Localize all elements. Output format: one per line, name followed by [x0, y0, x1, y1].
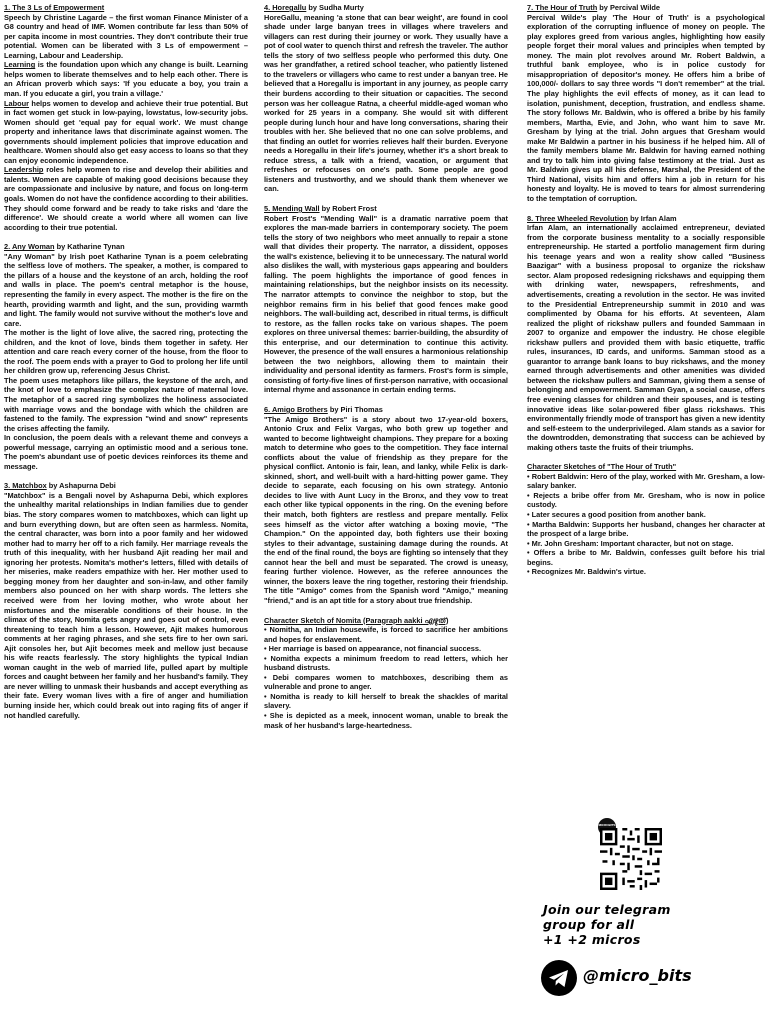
section-title: 6. Amigo Brothers by Piri Thomas [264, 404, 383, 414]
section-title: 4. Horegallu by Sudha Murty [264, 3, 364, 12]
telegram-handle[interactable]: @micro_bits [583, 966, 692, 985]
list-item: • Nomitha expects a minimum freedom to read letters, which her husband distrusts. [264, 654, 508, 673]
paragraph: The mother is the light of love alive, the sacred ring, protecting the children, and the knot of love, binds them together in safety. Her attention and care reach every corner of the house, from the floor to the roof. The poem ends with a prayer to God to prolong her life until her children grow up, referencing Jesus Christ. [4, 328, 248, 376]
section-title: 5. Mending Wall by Robert Frost [264, 203, 377, 213]
paragraph: In conclusion, the poem deals with a relevant theme and conveys a powerful message, carrying an optimistic mood and a serious tone. The poem's abundant use of poetic devices reinforces its theme and message. [4, 433, 248, 471]
section-3ls-empowerment [4, 3, 248, 232]
paragraph: HoreGallu, meaning 'a stone that can bear weight', are found in cool shade under large banyan trees in villages where travelers and villagers can rest during their journey or work. They usually have a pot of cool water to quench thirst and refresh the traveler. The author tells the story of two selfless people who performed this duty. One was her grandfather, a retired school teacher, who patiently listened to the travelers or villagers who came to rest under a banyan tree. He believed that a Horegallu is important in any journey, as people carry their burdens according to their situation or capacities. The second person was her colleague Ratna, a cheerful middle-aged woman who worked for 25 years in a company. She would sit with different people during lunch hour and have long conversations, sharing their troubles with her. She believed that no one can solve problems, and that finding an outlet for worries relieves half their burden. Everyone needs a Horegallu in their life's journey, whether it's a short break to reduce stress, a talk with a friend, vacation, or argument that refreshes or refocuses on one's path. Some people are good listeners and trustworthy, and we should thank them whenever we can. [264, 12, 508, 194]
paragraph: Irfan Alam, an internationally acclaimed entrepreneur, deviated from the corporate business mentality to a socially responsible entrepreneurship. He started a portfolio management firm during his teenage years and won a reality show called "Business Baazigar" with a business proposal to organize the rickshaw sector. Alam proposed redesigning rickshaws and equipping them with drinking water, newspapers, refreshments, and advertisements, creating a revolution in the sector. He was invited to the Presidential Entrepreneurship summit in 2010 and was complimented by Obama for his efforts. At seventeen, Alam realized the plight of rickshaw pullers and founded Sammaan in 2007 to organize and empower the industry. He chose elegible rickshaw pullers and provided them with basic etiquette, traffic rules, insurances, ID cards, and uniforms. Samman stood as a guarantor to arrange bank loans to buy rickshaws, and the money earned through advertisements and other amenities was divided between the rickshaw pullers and Samman, giving them a sense of belonging and empowerment. Samman Gyan, a social cause, offers free evening classes for children and their spouses, and is testing innovative ideas like solar-powered fiber glass rickshaws. This environmentally friendly mode of transport has given a new identity and self-esteem to the underprivileged. Alam stands as a savior for the downtrodden, demonstrating that success can be achieved by making others taste the fruits of their triumphs. [527, 223, 765, 452]
section-matchbox [4, 481, 248, 720]
list-item: • Later secures a good position from another bank. [527, 510, 765, 520]
list-item: • Offers a bribe to Mr. Baldwin, confesses guilt before his trial begins. [527, 548, 765, 567]
section-title: 8. Three Wheeled Revolution by Irfan Alam [527, 213, 677, 223]
paragraph: Labour helps women to develop and achieve their true potential. But in fact women get stuck in low-paying, lowstatus, low-security jobs. Women should get 'equal pay for equal work'. We must change property and inheritance laws that discriminate against women. The governments should implement policies that improve education and healthcare. Women should also get easy access to loans so that they can enjoy economic independence. [4, 98, 248, 165]
section-title: 2. Any Woman by Katharine Tynan [4, 242, 125, 252]
list-item: • She is depicted as a meek, innocent woman, unable to break the mask of her husband's large-heartedness. [264, 711, 508, 730]
list-item: • Rejects a bribe offer from Mr. Gresham, who is now in police custody. [527, 491, 765, 510]
list-item: • Nomitha, an Indian housewife, is forced to sacrifice her ambitions and hopes for enslavement. [264, 625, 508, 644]
paragraph: "The Amigo Brothers" is a story about two 17-year-old boxers, Antonio Crux and Felix Vargas, who both grew up together and wanted to become lightweight champions. They prepare for a boxing match to determine who goes to the competition. They face internal conflicts about the value of friendship as they prepare for the physical conflict. Antonio is fair, lean, and lanky, while Felix is dark-skinned, short, and well-built with a hard-hitting power game. They decide to separate, each focusing on his own strategy. Antonio decides to live with Aunt Lucy in the Bronx, and they vow to treat each other like typical opponents in the ring. On the evening before their match, both fighters are restless and prepare mentally. Felix sees himself as the victor after watching a boxing movie, "The Champion." On the appointed day, both fighters use their boxing styles to their advantage, sustaining damage during the rounds. At the end of the final round, the boys are fighting so intensely that they cannot hear the bell and must be separated. The crowd is uneasy, fearing further violence. However, as the referee announces the winner, the boxers leave the ring together, restoring their friendship. The title "Amigo" comes from the Spanish word "Amigo," meaning "friend," and is an apt title for a story about true friendship. [264, 414, 508, 605]
section-three-wheeled-revolution [527, 214, 765, 453]
section-title: Character Sketches of "The Hour of Truth" [527, 462, 677, 472]
list-item: • Mr. John Gresham: Important character, but not on stage. [527, 539, 765, 549]
microbits-logo: MICROBITS [598, 818, 616, 836]
section-title: 1. The 3 Ls of Empowerment [4, 3, 105, 12]
section-hour-of-truth-sketch [527, 462, 765, 577]
section-title: 3. Matchbox by Ashapurna Debi [4, 481, 116, 491]
column-1 [4, 3, 248, 720]
paragraph: Percival Wilde's play 'The Hour of Truth' is a psychological exploration of the corrupting influence of money on people. The play explores greed from various angles, highlighting how easily people forget their moral values and principles when tempted by money. The main plot revolves around Mr. Robert Baldwin, a truthful bank employee, who is in police custody for misappropriation of depositor's money. He offers him a bribe of 100,000/- dollars to say three words "I don't remember" at the trial. The play highlights the evil effects of money, as it can lead to isolation, punishment, deception, frustration, and endless shame. The story follows Mr. Baldwin, who is offered a bribe by his family members, Martha, Evie, and John, who want him to save Mr. Gresham by lying at the trial. John argues that Gresham would make Mr Baldwin a partner in his business if he helped him. All of the family members blame Mr. Baldwin for having earned nothing and try to talk him into giving false testimony at the trial. Just as Mr. Baldwin gives up all his defense, Marshal, the President of the Third National, visits him and offers him a job in return for his honesty and loyalty. He is moved to tears for almost surrendering to the temptation of corruption. [527, 12, 765, 203]
list-item: • Robert Baldwin: Hero of the play, worked with Mr. Gresham, a low-salary banker. [527, 472, 765, 491]
paragraph: Speech by Christine Lagarde – the first woman Finance Minister of a G8 country and head of IMF. Women contribute far less than 50% of per capita income in most countries. They don't contribute their true potential. Women can be liberated with 3 Ls of empowerment – Learning, Labour and Leadership. [4, 12, 248, 60]
paragraph: "Any Woman" by Irish poet Katharine Tynan is a poem celebrating the selfless love of mothers. The speaker, a mother, is compared to the pillars of a house and the keystone of an arch, holding the roof and walls in place. The poem's central metaphor is the house, representing the family in every aspect. The mother is the fire on the hearth, providing warmth and light, and the sun, providing warmth and light. The family would not survive without the mother's love and care. [4, 251, 248, 328]
list-item: • Recognizes Mr. Baldwin's virtue. [527, 567, 765, 577]
telegram-icon[interactable] [541, 960, 577, 996]
paragraph: Leadership roles help women to rise and develop their abilities and talents. Women are capable of making good decisions because they are compassionate and inclusive by nature, and focus on long-term goals. Women do not have the confidence according to their abilities. They should come forward and be ready to take risks and 'dare the difference'. We should create a world where all women can live according to their true potential. [4, 165, 248, 232]
bullet-list [527, 472, 765, 577]
list-item: • Martha Baldwin: Supports her husband, changes her character at the prospect of a large bribe. [527, 520, 765, 539]
column-3 [527, 3, 765, 577]
paragraph: "Matchbox" is a Bengali novel by Ashapurna Debi, which explores the unhealthy marital relationships in Indian families due to gender bias. The story compares women to matchboxes, which can light up and burn everything down, but are often seen as harmless. Nomita, the central character, was born into a poor family and her widowed mother had to marry her off to a rich family. Her marriage reveals the truth of this inequality, with her husband Ajit reading her mail and ignoring her protests. Nomita's mother's letters, filled with details of her miseries, make readers empathize with her. Her mother used to begging money from her daughter and son-in-law, and other family members also pounced on her with sharp words. The letters she received were from her loving mother, who wrote about her misfortunes and the miserable conditions of their house. In the climax of the story, Nomita gets angry and goes out of control, even threatening to teach him a lesson. However, Ajit makes humorous comments at her raging phrases, and she sets fire to her own sari. Ajit consoles her, but Ajit becomes meek and mellow just because his wife reacts fearlessly. The story highlights the typical Indian woman caught in the web of married life, pulled apart by multiple forces and caught between her family and her husband's family. They are never willing to unmask their husbands and accept everything as their fate. Every woman lives with a fire of anger and humiliation burning inside her, which could break out into raging fits of anger if not handled carefully. [4, 490, 248, 720]
section-title: 7. The Hour of Truth by Percival Wilde [527, 3, 660, 12]
bullet-list [264, 625, 508, 730]
section-title: Character Sketch of Nomita (Paragraph aakki എഴുത്) [264, 615, 449, 625]
list-item: • Her marriage is based on appearance, not financial success. [264, 644, 508, 654]
paragraph: Robert Frost's "Mending Wall" is a dramatic narrative poem that explores the man-made barriers in contemporary society. The poem tells the story of two neighbors who meet annually to repair a stone wall that divides their property. The narrator, a dissident, opposes the wall's existence, believing it to be unnecessary. The natural world also dislikes the wall, with mysterious gaps appearing and boulders falling. The poem highlights the importance of good fences in maintaining relationships, but the neighbor insists on its necessity. The narrator attempts to convince the neighbor to stop, but the neighbor remains firm in his belief that good fences make good neighbors. The wall-building act, described in ritual terms, is difficult to restore, as the fallen rocks take on various shapes. The poem explores on three universal themes: barrier-building, the absurdity of this enterprise, and our determination to continue this activity. However, the presence of the wall ensures a harmonious relationship between the two neighbors, allowing them to maintain their individuality and personal identity as farmers. Frost's form is simple, consisting of forty-five lines of first-person narrative, with occasional internal rhyme and assonance in certain ending terms. [264, 213, 508, 395]
qr-code[interactable] [600, 828, 662, 890]
list-item: • Nomitha is ready to kill herself to break the shackles of marital slavery. [264, 692, 508, 711]
paragraph: Learning is the foundation upon which any change is built. Learning helps women to liberate themselves and to help each other. There is an African proverb which says: 'If you educate a boy, you train a man. If you educate a girl, you train a village.' [4, 60, 248, 98]
join-telegram-text: Join our telegram group for all +1 +2 micros [543, 902, 671, 947]
section-nomita-sketch [264, 616, 508, 731]
keyword: Labour [4, 98, 30, 108]
list-item: • Debi compares women to matchboxes, describing them as vulnerable and prone to anger. [264, 673, 508, 692]
section-horegallu [264, 3, 508, 194]
paragraph: The poem uses metaphors like pillars, the keystone of the arch, and the knot of love to emphasize the complex nature of maternal love. The metaphor of a sacred ring symbolizes the holiness associated with marriage vows and the bondage with which the children are fastened to the family. The expression "wind and snow" represents the crises affecting the family. [4, 375, 248, 433]
column-2 [264, 3, 508, 730]
keyword: Leadership [4, 165, 44, 175]
section-hour-of-truth [527, 3, 765, 204]
telegram-promo [527, 818, 765, 1018]
section-amigo-brothers [264, 405, 508, 606]
section-any-woman [4, 242, 248, 471]
keyword: Learning [4, 60, 36, 70]
section-mending-wall [264, 204, 508, 395]
